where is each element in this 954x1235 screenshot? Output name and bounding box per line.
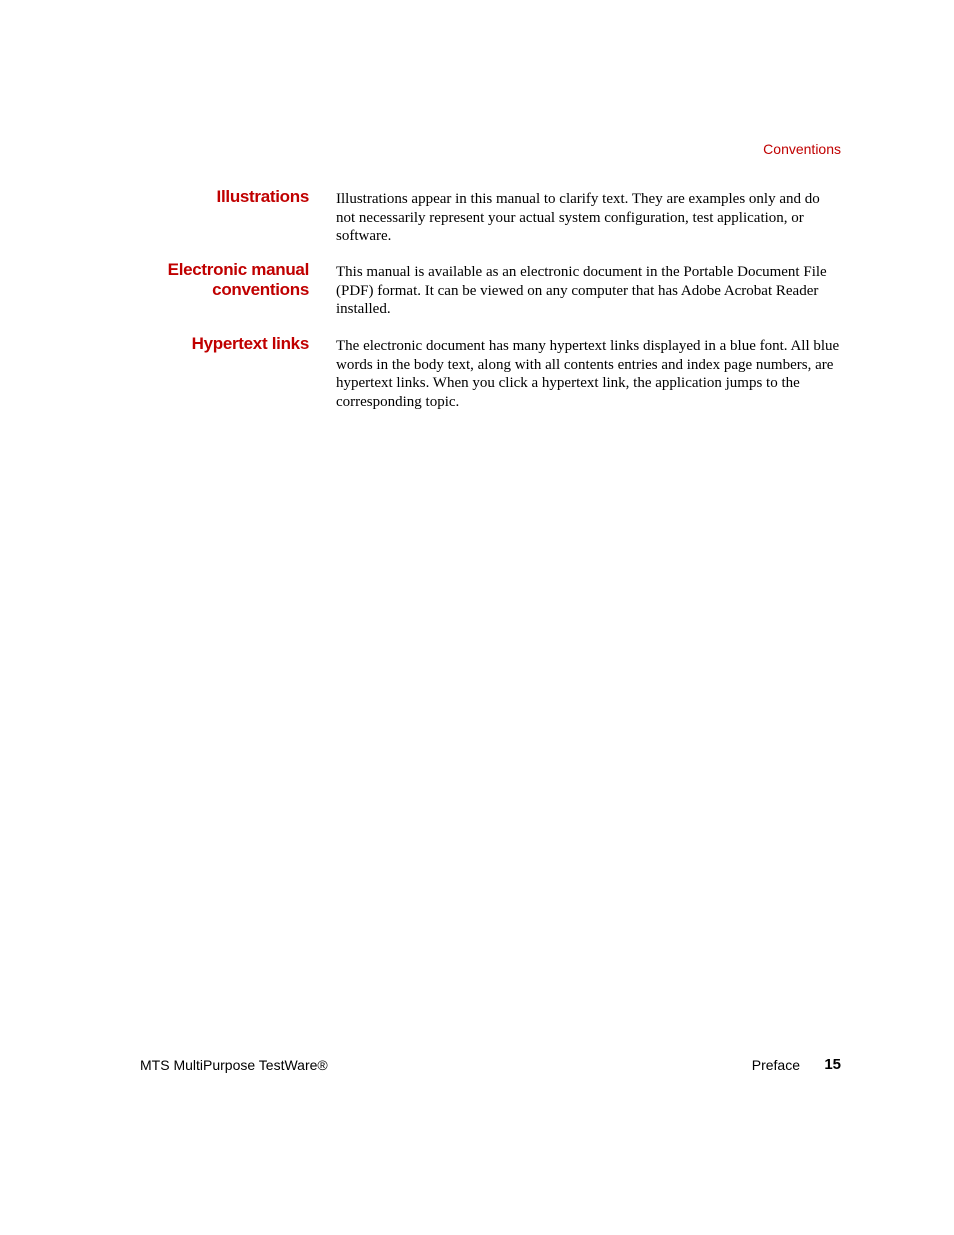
footer-page-number: 15	[824, 1056, 841, 1073]
section-heading: Hypertext links	[191, 334, 309, 353]
footer-product-name: MTS MultiPurpose TestWare®	[140, 1057, 328, 1073]
section-body: The electronic document has many hypertext links displayed in a blue font. All blue words in the body text, along with all contents entries and index page numbers, are hypertext links. When you click a hypertext link, the application jumps to the corresponding topic.	[336, 338, 840, 411]
section-body: This manual is available as an electronic document in the Portable Document File (PDF) format. It can be viewed on any computer that has Adobe Acrobat Reader installed.	[336, 264, 827, 318]
footer-section-name: Preface	[751, 1057, 800, 1073]
section-heading	[140, 260, 309, 300]
running-head-title: Conventions	[763, 141, 841, 157]
section-heading: Illustrations	[216, 187, 309, 206]
section-body: Illustrations appear in this manual to clarify text. They are examples only and do not necessarily represent your actual system configuration, test application, or software.	[336, 191, 820, 245]
section-heading-text: Electronic manual conventions	[167, 260, 309, 299]
